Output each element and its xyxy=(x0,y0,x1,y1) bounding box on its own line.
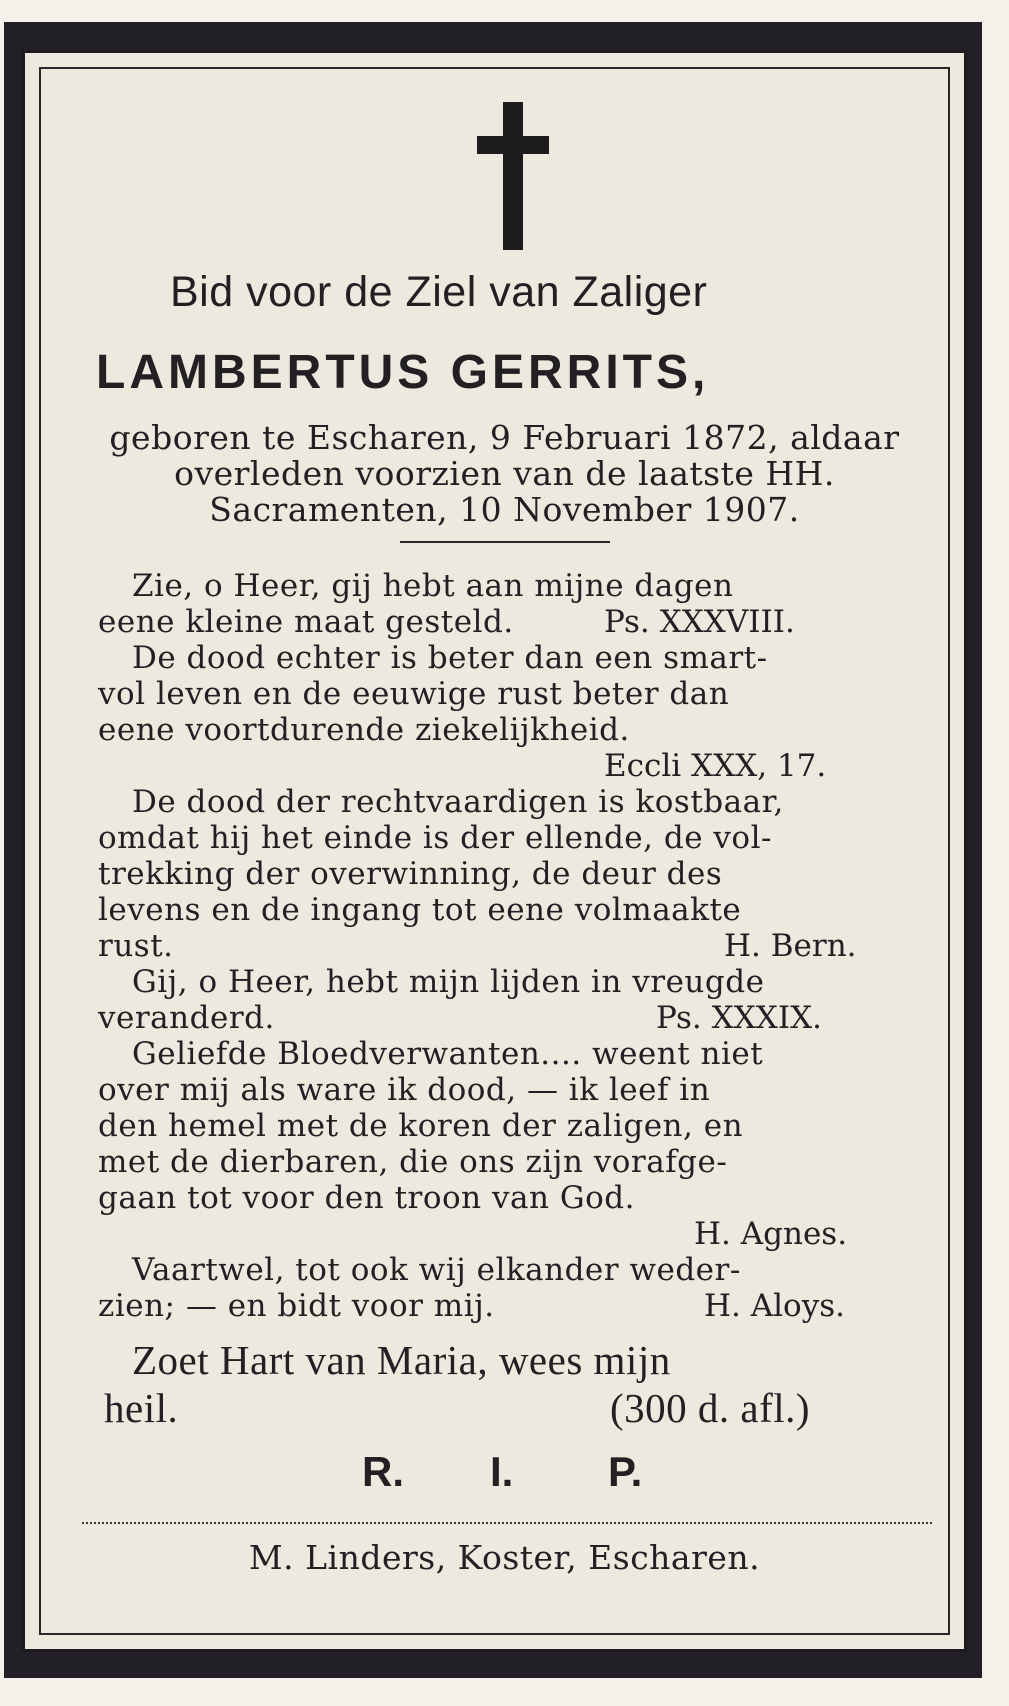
verse-line: over mij als ware ik dood, — ik leef in xyxy=(98,1072,711,1108)
verse-line: veranderd. xyxy=(98,1000,275,1036)
verse-line: Geliefde Bloedverwanten.... weent niet xyxy=(132,1036,764,1072)
invocation: Bid voor de Ziel van Zaliger xyxy=(170,268,708,316)
verse-line: zien; — en bidt voor mij. xyxy=(98,1288,495,1324)
verse-line: Vaartwel, tot ook wij elkander weder- xyxy=(132,1252,741,1288)
verse-line: eene voortdurende ziekelijkheid. xyxy=(98,712,630,748)
divider xyxy=(400,541,610,543)
dotted-separator xyxy=(82,1522,932,1524)
death-line: overleden voorzien van de laatste HH. xyxy=(174,454,835,493)
verse-reference: H. Agnes. xyxy=(694,1216,848,1252)
rip-i: I. xyxy=(490,1448,514,1495)
verse-line: trekking der overwinning, de deur des xyxy=(98,856,723,892)
verse-reference: Ps. XXXVIII. xyxy=(604,604,795,640)
prayer-line: heil. xyxy=(104,1385,179,1431)
verse-line: rust. xyxy=(98,928,174,964)
verse-line: omdat hij het einde is der ellende, de vol- xyxy=(98,820,772,856)
deceased-name: LAMBERTUS GERRITS, xyxy=(96,346,710,399)
verse-reference: Ps. XXXIX. xyxy=(656,1000,823,1036)
verse-reference: Eccli XXX, 17. xyxy=(604,748,827,784)
rip-p: P. xyxy=(608,1448,643,1495)
birth-line: geboren te Escharen, 9 Februari 1872, aldaar xyxy=(109,418,900,457)
verse-line: De dood echter is beter dan een smart- xyxy=(132,640,768,676)
verse-line: den hemel met de koren der zaligen, en xyxy=(98,1108,744,1144)
verse-line: met de dierbaren, die ons zijn vorafge- xyxy=(98,1144,728,1180)
verse-reference: H. Bern. xyxy=(724,928,857,964)
rip-r: R. xyxy=(362,1448,404,1495)
verse-reference: H. Aloys. xyxy=(704,1288,845,1324)
verse-line: levens en de ingang tot eene volmaakte xyxy=(98,892,742,928)
verse-line: De dood der rechtvaardigen is kostbaar, xyxy=(132,784,784,820)
verse-line: gaan tot voor den troon van God. xyxy=(98,1180,635,1216)
verse-line: Zie, o Heer, gij hebt aan mijne dagen xyxy=(132,568,734,604)
verse-line: vol leven en de eeuwige rust beter dan xyxy=(98,676,730,712)
verse-line: Gij, o Heer, hebt mijn lijden in vreugde xyxy=(132,964,765,1000)
sacraments-line: Sacramenten, 10 November 1907. xyxy=(209,490,800,529)
printer-credit: M. Linders, Koster, Escharen. xyxy=(248,1538,761,1577)
indulgence: (300 d. afl.) xyxy=(610,1385,811,1431)
cross-icon xyxy=(477,102,549,250)
verse-line: eene kleine maat gesteld. xyxy=(98,604,514,640)
prayer-line: Zoet Hart van Maria, wees mijn xyxy=(132,1337,671,1383)
